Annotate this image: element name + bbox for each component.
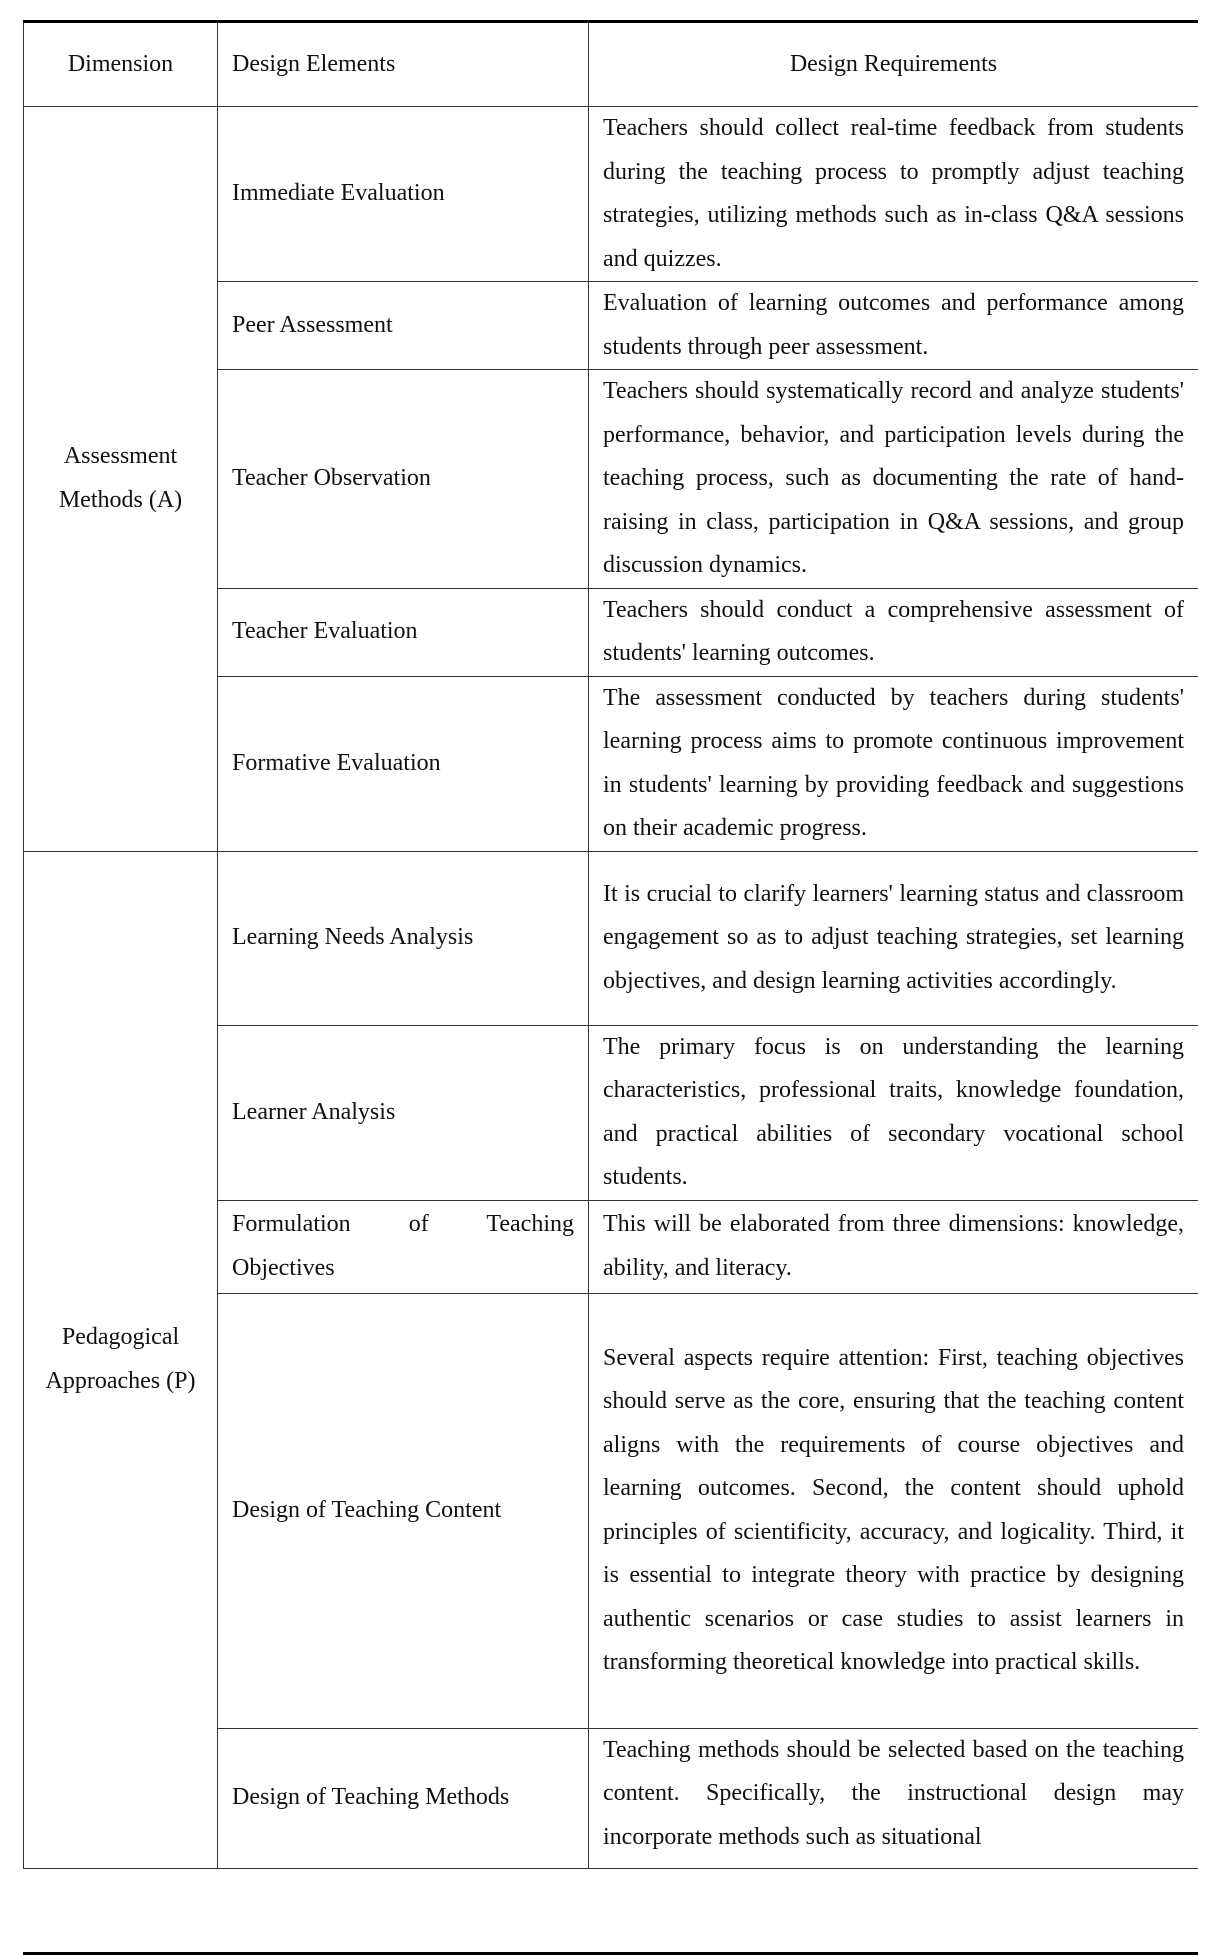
- page: [23, 20, 1198, 1955]
- requirement-cell: The assessment conducted by teachers during students' learning process aims to promote continuous improvement in students' learning by providing feedback and suggestions on their academic progress.: [589, 676, 1199, 851]
- element-cell: Learning Needs Analysis: [218, 851, 589, 1025]
- requirement-cell: It is crucial to clarify learners' learning status and classroom engagement so as to adjust teaching strategies, set learning objectives, and design learning activities accordingly.: [589, 851, 1199, 1025]
- element-cell: Formulation of Teaching Objectives: [218, 1200, 589, 1293]
- dimension-cell-assessment: Assessment Methods (A): [24, 107, 218, 852]
- requirement-cell: Teachers should conduct a comprehensive assessment of students' learning outcomes.: [589, 588, 1199, 676]
- element-cell: Design of Teaching Methods: [218, 1728, 589, 1868]
- requirement-cell: Teachers should systematically record and analyze students' performance, behavior, and participation levels during the teaching process, such as documenting the rate of hand-raising in class, participation in Q&A sessions, and group discussion dynamics.: [589, 370, 1199, 589]
- requirement-cell: Evaluation of learning outcomes and performance among students through peer assessment.: [589, 282, 1199, 370]
- dimension-cell-pedagogical: Pedagogical Approaches (P): [24, 851, 218, 1868]
- header-design-requirements: Design Requirements: [589, 22, 1199, 107]
- design-requirements-table: [23, 20, 1198, 1869]
- element-cell: Formative Evaluation: [218, 676, 589, 851]
- element-cell: Teacher Observation: [218, 370, 589, 589]
- element-cell: Design of Teaching Content: [218, 1293, 589, 1728]
- requirement-cell: The primary focus is on understanding the learning characteristics, professional traits, knowledge foundation, and practical abilities of secondary vocational school students.: [589, 1025, 1199, 1200]
- requirement-cell: Teaching methods should be selected based on the teaching content. Specifically, the instructional design may incorporate methods such as situational: [589, 1728, 1199, 1868]
- element-cell: Immediate Evaluation: [218, 107, 589, 282]
- header-dimension: Dimension: [24, 22, 218, 107]
- element-cell: Learner Analysis: [218, 1025, 589, 1200]
- table-row: [24, 851, 1199, 1025]
- table-viewport: [23, 20, 1198, 1955]
- header-design-elements: Design Elements: [218, 22, 589, 107]
- requirement-cell: This will be elaborated from three dimensions: knowledge, ability, and literacy.: [589, 1200, 1199, 1293]
- element-cell: Peer Assessment: [218, 282, 589, 370]
- element-cell: Teacher Evaluation: [218, 588, 589, 676]
- requirement-cell: Several aspects require attention: First, teaching objectives should serve as the core, ensuring that the teaching content aligns with the requirements of course objectives and learning outcomes. Second, the content should uphold principles of scientificity, accuracy, and logicality. Third, it is essential to integrate theory with practice by designing authentic scenarios or case studies to assist learners in transforming theoretical knowledge into practical skills.: [589, 1293, 1199, 1728]
- table-row: [24, 107, 1199, 282]
- table-header-row: [24, 22, 1199, 107]
- requirement-cell: Teachers should collect real-time feedback from students during the teaching process to promptly adjust teaching strategies, utilizing methods such as in-class Q&A sessions and quizzes.: [589, 107, 1199, 282]
